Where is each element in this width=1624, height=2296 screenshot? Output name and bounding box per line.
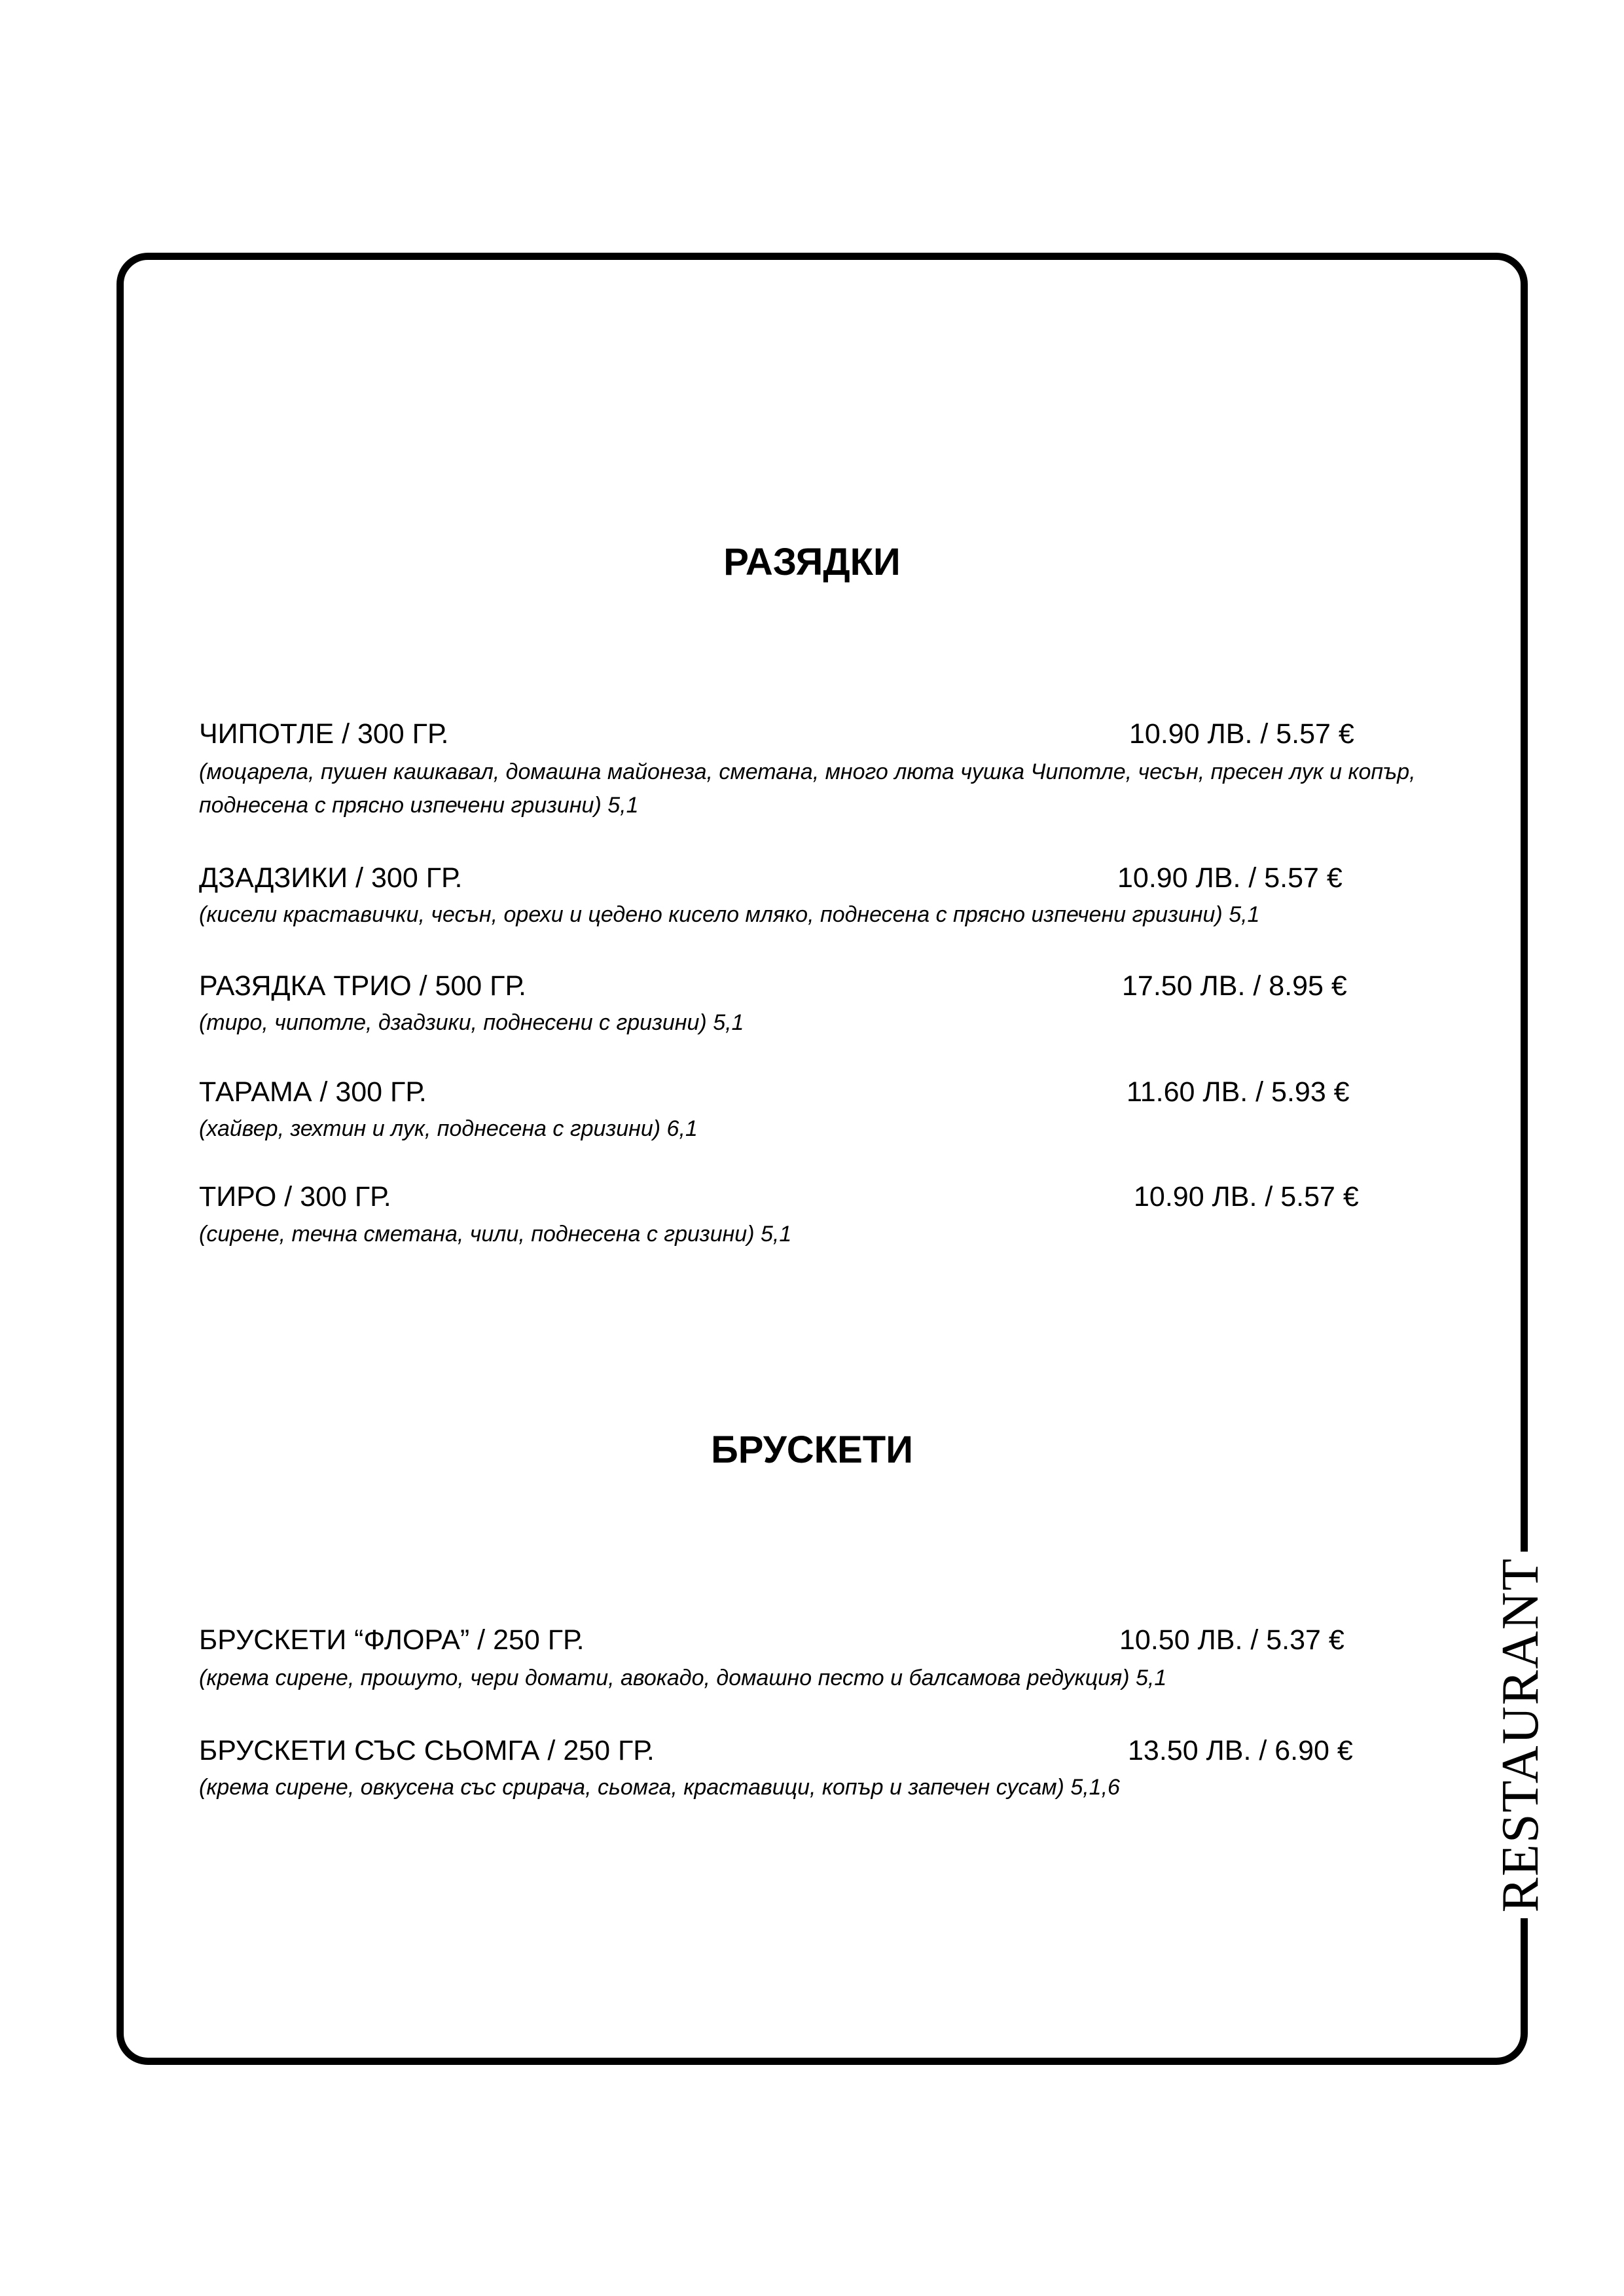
item-description: (сирене, течна сметана, чили, поднесена с гризини) 5,1 (199, 1222, 792, 1247)
item-description: (хайвер, зехтин и лук, поднесена с гризини) 6,1 (199, 1116, 698, 1141)
item-name: ТАРАМА / 300 ГР. (199, 1076, 427, 1108)
item-name: ЧИПОТЛЕ / 300 ГР. (199, 718, 449, 750)
item-price: 10.90 ЛВ. / 5.57 € (1129, 718, 1354, 750)
item-price: 17.50 ЛВ. / 8.95 € (1122, 970, 1347, 1002)
item-name: РАЗЯДКА ТРИО / 500 ГР. (199, 970, 526, 1002)
item-price: 13.50 ЛВ. / 6.90 € (1128, 1735, 1353, 1766)
item-name: ДЗАДЗИКИ / 300 ГР. (199, 862, 463, 894)
item-price: 10.90 ЛВ. / 5.57 € (1134, 1181, 1359, 1212)
item-description: (кисели краставички, чесън, орехи и цедено кисело мляко, поднесена с прясно изпечени гризини) 5,1 (199, 902, 1260, 927)
item-description: (крема сирене, овкусена със срирача, сьомга, краставици, копър и запечен сусам) 5,1,6 (199, 1775, 1120, 1800)
section-title-bruschetta: БРУСКЕТИ (711, 1429, 913, 1471)
item-name: ТИРО / 300 ГР. (199, 1181, 391, 1212)
item-description: (тиро, чипотле, дзадзики, поднесени с гризини) 5,1 (199, 1010, 744, 1035)
item-price: 11.60 ЛВ. / 5.93 € (1127, 1076, 1350, 1108)
restaurant-logo-text: RESTAURANT (1492, 1557, 1549, 1913)
item-description: (крема сирене, прошуто, чери домати, авокадо, домашно песто и балсамова редукция) 5,1 (199, 1666, 1167, 1690)
item-price: 10.90 ЛВ. / 5.57 € (1117, 862, 1343, 894)
item-name: БРУСКЕТИ “ФЛОРА” / 250 ГР. (199, 1624, 585, 1656)
item-price: 10.50 ЛВ. / 5.37 € (1119, 1624, 1344, 1656)
item-name: БРУСКЕТИ СЪС СЬОМГА / 250 ГР. (199, 1735, 655, 1766)
item-description: (моцарела, пушен кашкавал, домашна майонеза, сметана, много люта чушка Чипотле, чесън, пресен лук и копър, поднесена с прясно изпечени гризини) 5,1 (199, 759, 1416, 818)
section-title-appetizers: РАЗЯДКИ (723, 541, 901, 583)
